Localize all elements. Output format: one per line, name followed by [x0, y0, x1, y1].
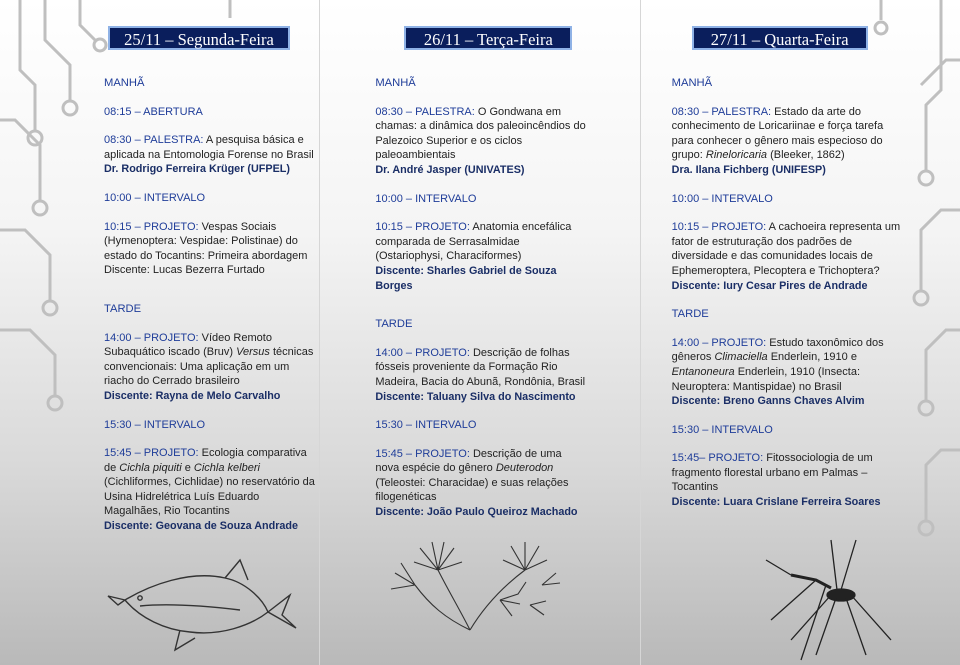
break-slot: 10:00 – INTERVALO	[375, 192, 477, 205]
slot-title: Descrição de folhas fósseis proveniente da Formação Rio Madeira, Bacia do Abunã, Rondônia, Brasil	[375, 346, 586, 388]
morning-heading: MANHÃ	[375, 77, 416, 89]
slot-title: Estado da arte do conhecimento de Loricariinae e força tarefa para conhecer o gênero mais especioso do grupo:	[671, 105, 884, 162]
slot-title: Descrição de uma nova espécie do gênero	[375, 447, 562, 475]
slot-title-italic: Rineloricaria	[705, 149, 768, 162]
project-slot	[104, 220, 316, 278]
slot-label: 14:00 – PROJETO:	[671, 336, 767, 349]
slot-speaker: Dr. Rodrigo Ferreira Krüger (UFPEL)	[104, 163, 290, 176]
project-slot	[104, 446, 316, 534]
slot-speaker: Dra. Ilana Fichberg (UNIFESP)	[671, 163, 826, 176]
slot-speaker: Discente: Geovana de Souza Andrade	[104, 520, 298, 533]
pike-fish-illustration	[108, 560, 296, 650]
project-slot	[672, 451, 902, 509]
slot-label: 08:30 – PALESTRA:	[671, 105, 772, 118]
slot-speaker: Discente: Iury Cesar Pires de Andrade	[671, 279, 868, 292]
slot-speaker: Discente: Sharles Gabriel de Souza Borges	[375, 264, 557, 292]
slot-title: Anatomia encefálica comparada de Serrasalmidae (Ostariophysi, Characiformes)	[375, 221, 572, 263]
mosquito-illustration	[766, 540, 891, 660]
slot-speaker: Discente: Luara Crislane Ferreira Soares	[671, 496, 881, 509]
slot-label: 08:30 – PALESTRA:	[375, 105, 475, 118]
break-slot: 15:30 – INTERVALO	[104, 418, 206, 431]
slot-label: 14:00 – PROJETO:	[375, 346, 470, 359]
slot-speaker: Discente: Rayna de Melo Carvalho	[104, 389, 281, 402]
slot-title: (Cichliformes, Cichlidae) no reservatório da Usina Hidrelétrica Luís Eduardo Magalhães, Rio Tocantins	[104, 476, 315, 518]
slot-title: Ecologia comparativa de	[104, 447, 307, 474]
slot-title: Vespas Sociais (Hymenoptera: Vespidae: Polistinae) do estado do Tocantins: Primeira abordagem	[104, 220, 308, 262]
morning-heading: MANHÃ	[104, 77, 145, 89]
date-banner: 26/11 – Terça-Feira	[404, 26, 572, 50]
seed-head	[391, 542, 547, 589]
day-content	[104, 76, 316, 548]
slot-label: 08:30 – PALESTRA:	[104, 134, 204, 147]
slot-label: 15:45 – PROJETO:	[104, 447, 199, 460]
slot-title: Vídeo Remoto Subaquático iscado (Bruv)	[104, 331, 272, 359]
slot-label: 10:15 – PROJETO:	[375, 221, 470, 234]
slot-label: 15:45– PROJETO:	[671, 452, 764, 465]
day-panel-tuesday	[319, 0, 639, 665]
slot-title: Estudo taxonômico dos gêneros	[671, 336, 884, 364]
project-slot	[375, 447, 587, 520]
slot-title-italic: Climaciella	[714, 351, 768, 364]
morning-heading: MANHÃ	[671, 77, 713, 89]
slot-title: e	[181, 461, 194, 474]
date-banner: 27/11 – Quarta-Feira	[692, 26, 868, 50]
slot-speaker: Discente: Breno Ganns Chaves Alvim	[671, 395, 865, 408]
slot-title-italic: Cichla piquiti	[119, 461, 182, 474]
project-slot	[672, 220, 902, 293]
slot-label: 14:00 – PROJETO:	[104, 331, 199, 344]
opening-slot: 08:15 – ABERTURA	[104, 105, 203, 118]
day-content	[672, 76, 902, 524]
slot-speaker: Discente: João Paulo Queiroz Machado	[375, 506, 578, 519]
break-slot: 10:00 – INTERVALO	[671, 192, 773, 205]
slot-title: O Gondwana em chamas: a dinâmica dos paleoincêndios do Palezoico Superior e os ciclos paleoambientais	[375, 105, 586, 162]
slot-title: técnicas convencionais: Uma aplicação em um riacho do Cerrado brasileiro	[104, 346, 314, 388]
slot-title-italic: Versus	[236, 346, 270, 359]
slot-label: 10:15 – PROJETO:	[671, 221, 767, 234]
day-panel-monday	[0, 0, 319, 665]
project-slot	[672, 336, 902, 409]
slot-title: Enderlein, 1910 (Insecta: Neuroptera: Mantispidae) no Brasil	[671, 365, 861, 393]
project-slot	[375, 346, 587, 404]
talk-slot	[104, 133, 316, 177]
day-content	[375, 76, 587, 534]
project-slot	[104, 331, 316, 404]
slot-title-italic: Entanoneura	[671, 365, 735, 378]
talk-slot	[672, 105, 902, 178]
date-banner: 25/11 – Segunda-Feira	[108, 26, 290, 50]
slot-speaker: Discente: Taluany Silva do Nascimento	[375, 390, 576, 403]
afternoon-heading: TARDE	[375, 318, 413, 331]
afternoon-heading: TARDE	[671, 308, 709, 321]
slot-label: 15:45 – PROJETO:	[375, 447, 470, 460]
slot-title: Enderlein, 1910 e	[767, 351, 857, 364]
slot-speaker: Discente: Lucas Bezerra Furtado	[104, 264, 265, 277]
slot-title: (Bleeker, 1862)	[767, 149, 845, 162]
break-slot: 15:30 – INTERVALO	[375, 419, 477, 432]
slot-title: (Teleostei: Characidae) e suas relações filogenéticas	[375, 476, 569, 504]
project-slot	[375, 220, 587, 293]
slot-title: A cachoeira representa um fator de estruturação dos padrões de diversidade e das comunidades locais de Ephemeroptera, Plecoptera e Trichoptera?	[671, 221, 901, 277]
talk-slot	[375, 105, 587, 178]
slot-title: Fitossociologia de um fragmento florestal urbano em Palmas – Tocantins	[671, 452, 873, 494]
afternoon-heading: TARDE	[104, 302, 142, 315]
break-slot: 10:00 – INTERVALO	[104, 191, 206, 204]
slot-label: 10:15 – PROJETO:	[104, 220, 199, 233]
slot-title-italic: Cichla kelberi	[193, 461, 260, 474]
slot-title: A pesquisa básica e aplicada na Entomologia Forense no Brasil	[104, 134, 314, 161]
break-slot: 15:30 – INTERVALO	[671, 423, 773, 436]
slot-speaker: Dr. André Jasper (UNIVATES)	[375, 163, 525, 176]
slot-title-italic: Deuterodon	[495, 462, 554, 475]
day-panel-wednesday	[640, 0, 960, 665]
